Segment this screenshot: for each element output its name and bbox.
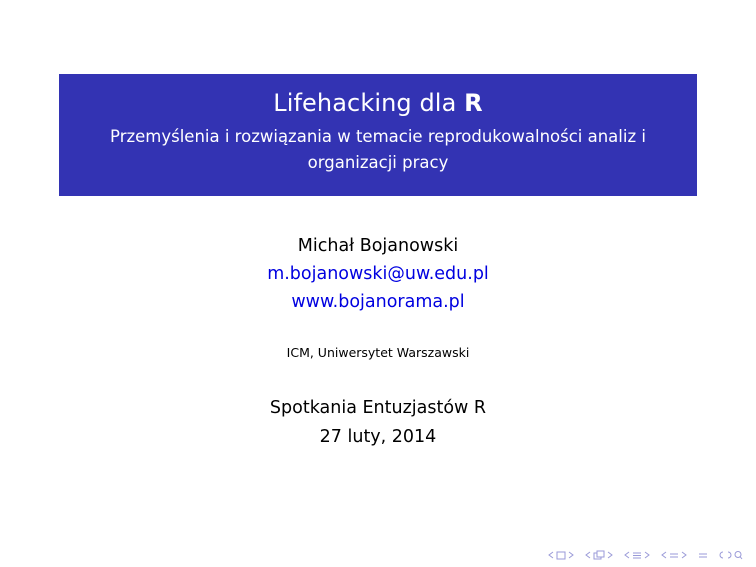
nav-slide-group xyxy=(660,551,688,560)
title-bold: R xyxy=(464,89,483,117)
slide-title xyxy=(59,88,697,118)
title-block xyxy=(59,74,697,196)
nav-subsection-group xyxy=(584,550,614,560)
author-name: Michał Bojanowski xyxy=(297,236,459,256)
section-icon[interactable] xyxy=(632,551,642,560)
next-arrow-icon[interactable] xyxy=(644,551,650,559)
prev-arrow-icon[interactable] xyxy=(624,551,630,559)
next-arrow-icon[interactable] xyxy=(568,551,574,559)
event-name: Spotkania Entuzjastów R xyxy=(269,398,487,418)
next-arrow-icon[interactable] xyxy=(681,551,687,559)
prev-arrow-icon[interactable] xyxy=(585,551,591,559)
nav-section-group xyxy=(623,551,651,560)
slide-subtitle: Przemyślenia i rozwiązania w temacie reprodukowalności analiz i organizacji pracy xyxy=(110,127,646,172)
subsection-icon[interactable] xyxy=(593,550,605,560)
author-block xyxy=(0,232,756,316)
beamer-navigation-bar xyxy=(538,547,744,563)
align-icon[interactable] xyxy=(698,551,708,560)
search-icon[interactable] xyxy=(719,550,743,560)
event-date: 27 luty, 2014 xyxy=(319,427,437,447)
nav-align-group xyxy=(697,551,709,560)
nav-search-group xyxy=(718,550,744,560)
email-link[interactable]: m.bojanowski@uw.edu.pl xyxy=(267,264,489,284)
prev-arrow-icon[interactable] xyxy=(548,551,554,559)
website-link[interactable]: www.bojanorama.pl xyxy=(291,292,465,312)
nav-frame-group xyxy=(547,551,575,560)
frame-icon[interactable] xyxy=(556,551,566,560)
slide-icon[interactable] xyxy=(669,551,679,560)
next-arrow-icon[interactable] xyxy=(607,551,613,559)
prev-arrow-icon[interactable] xyxy=(661,551,667,559)
title-main: Lifehacking dla xyxy=(273,89,457,117)
institute: ICM, Uniwersytet Warszawski xyxy=(286,345,470,360)
event-block xyxy=(0,394,756,452)
